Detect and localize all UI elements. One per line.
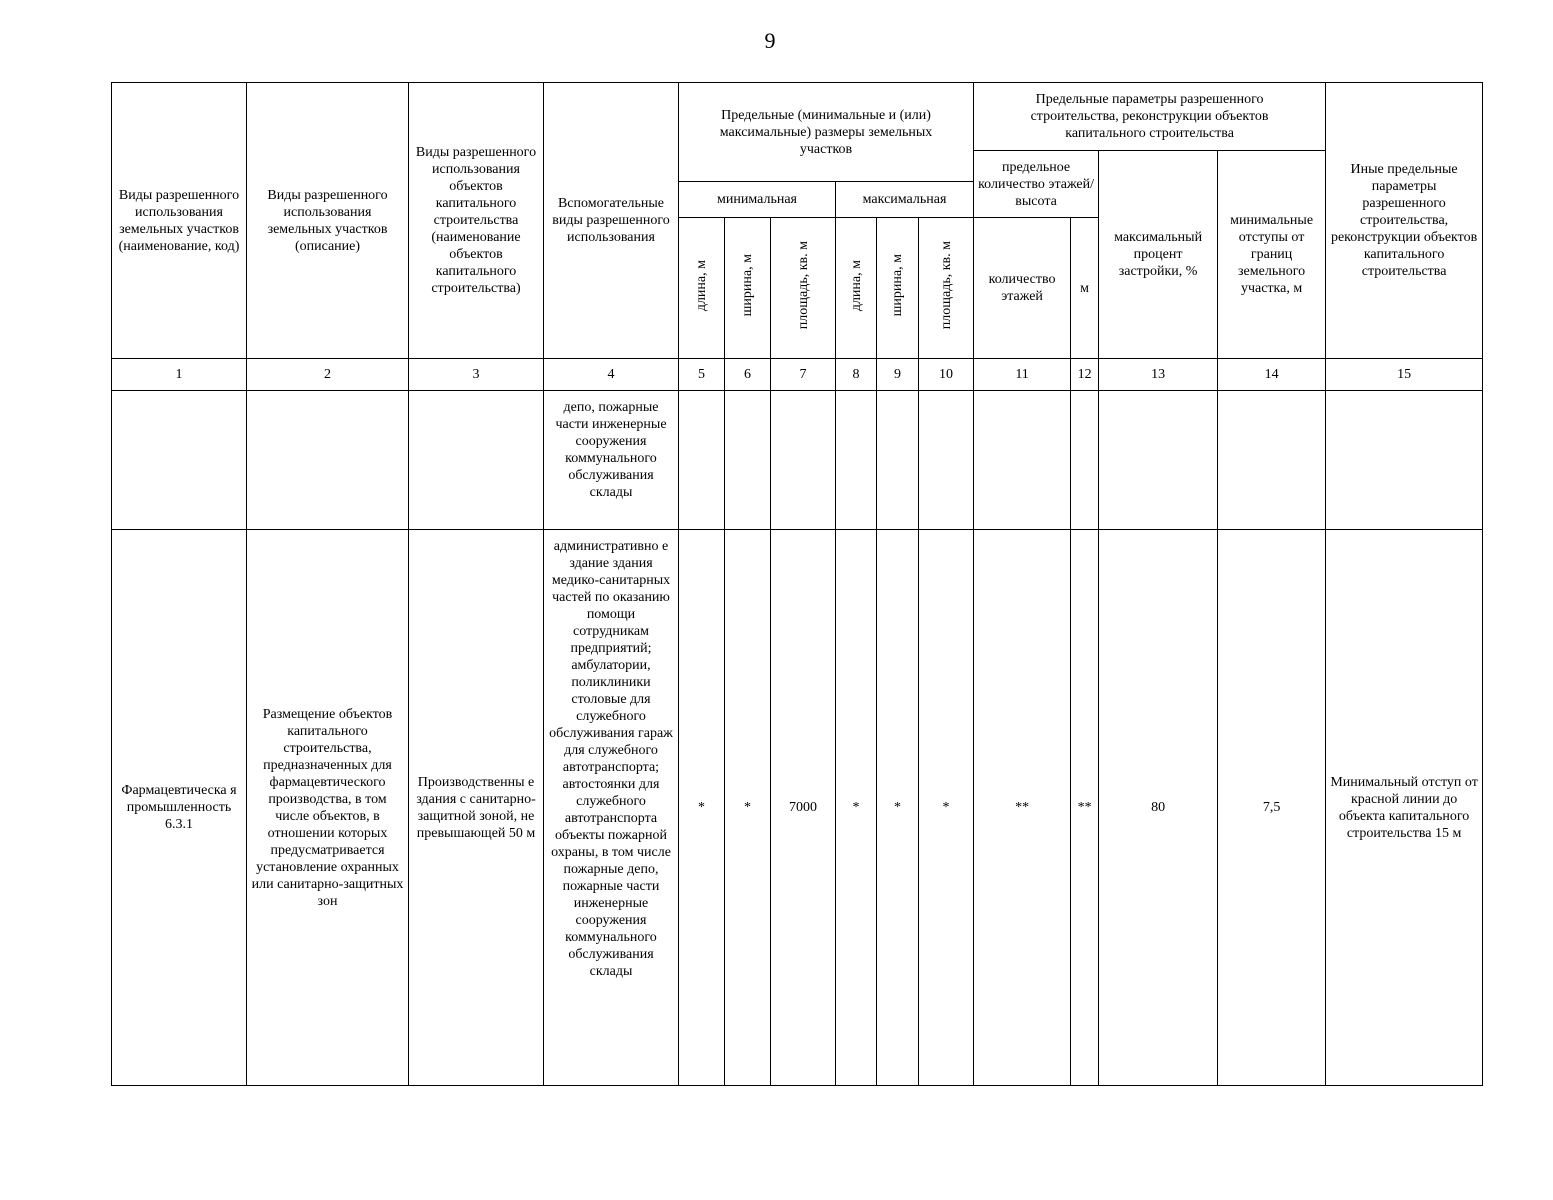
- header-col2: Виды разрешенного использования земельных участков (описание): [247, 83, 409, 359]
- header-col1: Виды разрешенного использования земельных участков (наименование, код): [112, 83, 247, 359]
- header-floors: количество этажей: [974, 218, 1071, 359]
- header-max-area: площадь, кв. м: [919, 218, 974, 359]
- cell-other: [1326, 391, 1483, 530]
- header-min-setback: минимальные отступы от границ земельного участка, м: [1218, 151, 1326, 359]
- cell-min-area: [771, 391, 836, 530]
- col-number: 3: [409, 359, 544, 391]
- col-number: 9: [877, 359, 919, 391]
- table-row: [112, 391, 1483, 530]
- header-other: Иные предельные параметры разрешенного строительства, реконструкции объектов капитального строительства: [1326, 83, 1483, 359]
- cell-min-area: 7000: [771, 530, 836, 1086]
- column-number-row: [112, 359, 1483, 391]
- cell-max-percent: 80: [1099, 530, 1218, 1086]
- cell-auxiliary: административно е здание здания медико-санитарных частей по оказанию помощи сотрудникам предприятий; амбулатории, поликлиники столовые для служебного обслуживания гараж для служебного автотранспорта; автостоянки для служебного автотранспорта объекты пожарной охраны, в том числе пожарные депо, пожарные части инженерные сооружения коммунального обслуживания склады: [544, 530, 679, 1086]
- header-min-length: длина, м: [679, 218, 725, 359]
- cell-meters: **: [1071, 530, 1099, 1086]
- col-number: 7: [771, 359, 836, 391]
- cell-other: Минимальный отступ от красной линии до объекта капитального строительства 15 м: [1326, 530, 1483, 1086]
- header-col3: Виды разрешенного использования объектов капитального строительства (наименование объектов капитального строительства): [409, 83, 544, 359]
- col-number: 5: [679, 359, 725, 391]
- header-col4: Вспомогательные виды разрешенного использования: [544, 83, 679, 359]
- cell-floors: **: [974, 530, 1071, 1086]
- col-number: 15: [1326, 359, 1483, 391]
- col-number: 4: [544, 359, 679, 391]
- cell-code: [112, 391, 247, 530]
- cell-min-length: [679, 391, 725, 530]
- cell-max-area: [919, 391, 974, 530]
- cell-min-width: [725, 391, 771, 530]
- regulations-table: [111, 82, 1483, 1086]
- col-number: 2: [247, 359, 409, 391]
- col-number: 13: [1099, 359, 1218, 391]
- cell-code: Фармацевтическа я промышленность 6.3.1: [112, 530, 247, 1086]
- table-row: [112, 530, 1483, 1086]
- cell-max-length: [836, 391, 877, 530]
- header-min: минимальная: [679, 182, 836, 218]
- page-number: 9: [764, 28, 776, 53]
- cell-max-length: *: [836, 530, 877, 1086]
- cell-max-percent: [1099, 391, 1218, 530]
- cell-description: [247, 391, 409, 530]
- header-min-width: ширина, м: [725, 218, 771, 359]
- col-number: 6: [725, 359, 771, 391]
- cell-meters: [1071, 391, 1099, 530]
- cell-description: Размещение объектов капитального строительства, предназначенных для фармацевтического производства, в том числе объектов, в отношении которых предусматривается установление охранных или санитарно-защитных зон: [247, 530, 409, 1086]
- header-meters: м: [1071, 218, 1099, 359]
- cell-min-width: *: [725, 530, 771, 1086]
- header-max-length: длина, м: [836, 218, 877, 359]
- header-max-percent: максимальный процент застройки, %: [1099, 151, 1218, 359]
- cell-buildings: [409, 391, 544, 530]
- cell-min-setback: [1218, 391, 1326, 530]
- cell-auxiliary: депо, пожарные части инженерные сооружения коммунального обслуживания склады: [544, 391, 679, 530]
- cell-floors: [974, 391, 1071, 530]
- header-min-area: площадь, кв. м: [771, 218, 836, 359]
- header-max-width: ширина, м: [877, 218, 919, 359]
- cell-min-length: *: [679, 530, 725, 1086]
- header-floors-height: предельное количество этажей/высота: [974, 151, 1099, 218]
- cell-max-area: *: [919, 530, 974, 1086]
- col-number: 14: [1218, 359, 1326, 391]
- col-number: 11: [974, 359, 1071, 391]
- col-number: 1: [112, 359, 247, 391]
- cell-buildings: Производственны е здания с санитарно-защитной зоной, не превышающей 50 м: [409, 530, 544, 1086]
- cell-max-width: *: [877, 530, 919, 1086]
- col-number: 12: [1071, 359, 1099, 391]
- header-max: максимальная: [836, 182, 974, 218]
- col-number: 8: [836, 359, 877, 391]
- cell-max-width: [877, 391, 919, 530]
- header-sizes-group: Предельные (минимальные и (или) максимальные) размеры земельных участков: [679, 83, 974, 182]
- col-number: 10: [919, 359, 974, 391]
- header-params-group: Предельные параметры разрешенного строительства, реконструкции объектов капитального строительства: [974, 83, 1326, 151]
- cell-min-setback: 7,5: [1218, 530, 1326, 1086]
